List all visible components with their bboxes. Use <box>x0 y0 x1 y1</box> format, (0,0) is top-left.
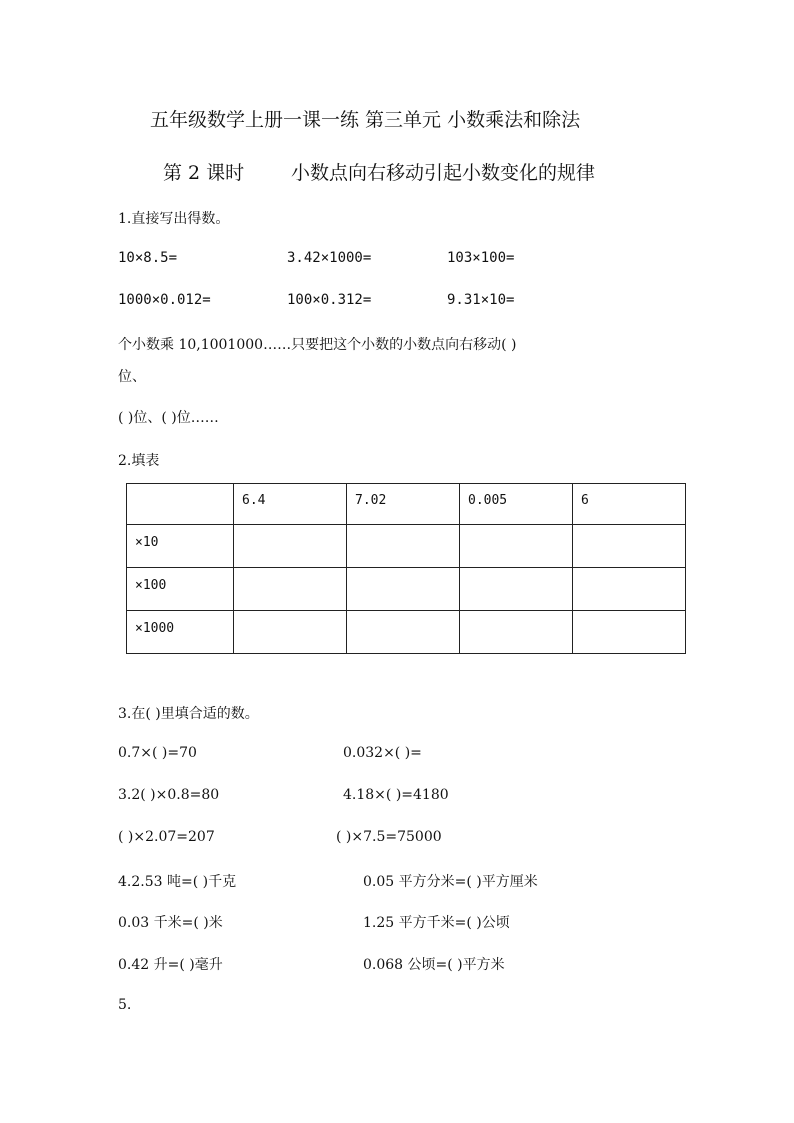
table-cell[interactable] <box>234 611 347 654</box>
table-header-row <box>127 484 686 525</box>
q1-rule-text: 位、 <box>118 369 146 385</box>
table-row-label: ×1000 <box>127 611 234 654</box>
q1-item: 9.31×10= <box>447 292 515 308</box>
lesson-number: 第 2 课时 <box>163 162 245 184</box>
q4-item: 1.25 平方千米=( )公顷 <box>363 915 510 931</box>
q2-heading: 2.填表 <box>118 453 160 469</box>
table-header-cell: 0.005 <box>460 484 573 525</box>
table-cell[interactable] <box>234 568 347 611</box>
q1-item: 10×8.5= <box>118 250 178 266</box>
q1-rule-text: ( )位、( )位…… <box>118 410 219 426</box>
q4-item: 0.42 升=( )毫升 <box>118 957 223 973</box>
lesson-title: 小数点向右移动引起小数变化的规律 <box>291 162 596 184</box>
table-cell[interactable] <box>573 611 686 654</box>
q4-item: 4.2.53 吨=( )千克 <box>118 874 237 890</box>
table-cell[interactable] <box>347 525 460 568</box>
q5-heading: 5. <box>118 997 132 1013</box>
table-row <box>127 525 686 568</box>
worksheet-title: 五年级数学上册一课一练 第三单元 小数乘法和除法 <box>150 109 581 131</box>
q3-item: 4.18×( )=4180 <box>343 787 449 803</box>
q3-item: 0.032×( )= <box>343 745 422 761</box>
q3-item: 0.7×( )=70 <box>118 745 197 761</box>
q1-item: 100×0.312= <box>287 292 372 308</box>
table-row <box>127 611 686 654</box>
q4-item: 0.05 平方分米=( )平方厘米 <box>363 874 538 890</box>
q1-heading: 1.直接写出得数。 <box>118 211 230 227</box>
q3-item: 3.2( )×0.8=80 <box>118 787 220 803</box>
table-header-cell: 6.4 <box>234 484 347 525</box>
q1-item: 3.42×1000= <box>287 250 372 266</box>
table-cell[interactable] <box>347 611 460 654</box>
table-header-cell: 6 <box>573 484 686 525</box>
table-cell[interactable] <box>460 568 573 611</box>
table-row-label: ×10 <box>127 525 234 568</box>
table-cell[interactable] <box>234 525 347 568</box>
table-row-label: ×100 <box>127 568 234 611</box>
q1-item: 103×100= <box>447 250 515 266</box>
table-cell[interactable] <box>573 568 686 611</box>
q3-heading: 3.在( )里填合适的数。 <box>118 706 259 722</box>
table-header-cell <box>127 484 234 525</box>
table-cell[interactable] <box>460 611 573 654</box>
q1-item: 1000×0.012= <box>118 292 211 308</box>
table-header-cell: 7.02 <box>347 484 460 525</box>
table-cell[interactable] <box>573 525 686 568</box>
q3-item: ( )×2.07=207 <box>118 829 215 845</box>
table-row <box>127 568 686 611</box>
table-cell[interactable] <box>347 568 460 611</box>
q1-rule-text: 个小数乘 10,1001000……只要把这个小数的小数点向右移动( ) <box>118 337 517 353</box>
table-cell[interactable] <box>460 525 573 568</box>
fill-table <box>126 483 686 654</box>
q4-item: 0.068 公顷=( )平方米 <box>363 957 505 973</box>
q4-item: 0.03 千米=( )米 <box>118 915 223 931</box>
q3-item: ( )×7.5=75000 <box>336 829 442 845</box>
